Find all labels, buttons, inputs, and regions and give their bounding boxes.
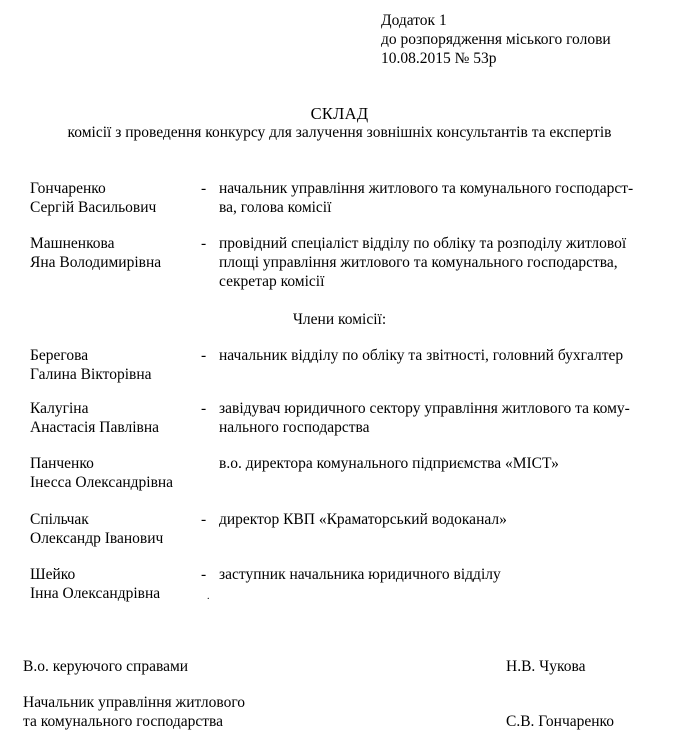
- person-name: [30, 234, 200, 272]
- annex-block: [381, 11, 611, 68]
- role-line: нального господарства: [219, 419, 370, 436]
- person-name: [30, 565, 200, 603]
- person-role: [219, 179, 657, 217]
- dash-separator: -: [201, 347, 207, 364]
- person-name: [30, 510, 200, 548]
- person-role: [219, 454, 657, 473]
- document-subtitle: комісії з проведення конкурсу для залучення зовнішніх консультантів та експертів: [67, 124, 612, 141]
- person-name: [30, 179, 200, 217]
- dash-separator: -: [201, 566, 207, 583]
- signature-position-line: та комунального господарства: [23, 713, 223, 730]
- annex-line-3: 10.08.2015 № 53р: [381, 50, 497, 67]
- role-line: директор КВП «Краматорський водоканал»: [219, 511, 507, 528]
- person-role: [219, 234, 657, 291]
- person-surname: Берегова: [30, 347, 89, 364]
- role-line: начальник управління житлового та комунального господарст-: [219, 180, 634, 197]
- signature-position: [23, 657, 188, 676]
- person-name: [30, 454, 200, 492]
- person-given-name: Сергій Васильович: [30, 199, 157, 216]
- person-given-name: Інна Олександрівна: [30, 585, 161, 602]
- role-line: завідувач юридичного сектору управління житлового та кому-: [219, 400, 630, 417]
- signature-position-line: Начальник управління житлового: [23, 694, 246, 711]
- role-line: провідний спеціаліст відділу по обліку та розподілу житлової: [219, 235, 627, 252]
- person-role: [219, 510, 657, 529]
- dash-separator: -: [201, 400, 207, 417]
- dash-separator: -: [201, 511, 207, 528]
- person-surname: Гончаренко: [30, 180, 106, 197]
- members-heading: Члени комісії:: [292, 311, 387, 328]
- role-line: в.о. директора комунального підприємства «МІСТ»: [219, 455, 559, 472]
- person-surname: Спільчак: [30, 511, 89, 528]
- signature-position: [23, 693, 245, 731]
- person-name: [30, 346, 200, 384]
- annex-line-1: Додаток 1: [381, 12, 447, 29]
- person-role: [219, 346, 657, 365]
- dash-separator: -: [201, 180, 207, 197]
- person-role: [219, 565, 657, 584]
- person-surname: Панченко: [30, 455, 94, 472]
- role-line: заступник начальника юридичного відділу: [219, 566, 501, 583]
- role-line: секретар комісії: [219, 273, 325, 290]
- person-given-name: Інесса Олександрівна: [30, 474, 174, 491]
- document-title: СКЛАД: [310, 104, 369, 123]
- signature-name: Н.В. Чукова: [506, 658, 586, 675]
- stray-dot: .: [207, 591, 210, 602]
- dash-separator: -: [201, 235, 207, 252]
- person-surname: Машненкова: [30, 235, 115, 252]
- person-role: [219, 399, 657, 437]
- person-given-name: Олександр Іванович: [30, 530, 164, 547]
- role-line: ва, голова комісії: [219, 199, 332, 216]
- role-line: начальник відділу по обліку та звітності, головний бухгалтер: [219, 347, 624, 364]
- person-surname: Шейко: [30, 566, 76, 583]
- role-line: площі управління житлового та комунального господарства,: [219, 254, 618, 271]
- signature-name: С.В. Гончаренко: [506, 713, 615, 730]
- person-given-name: Анастасія Павлівна: [30, 419, 160, 436]
- person-given-name: Галина Вікторівна: [30, 366, 152, 383]
- person-given-name: Яна Володимирівна: [30, 254, 162, 271]
- annex-line-2: до розпорядження міського голови: [381, 31, 611, 48]
- person-name: [30, 399, 200, 437]
- person-surname: Калугіна: [30, 400, 89, 417]
- signature-position-line: В.о. керуючого справами: [23, 658, 189, 675]
